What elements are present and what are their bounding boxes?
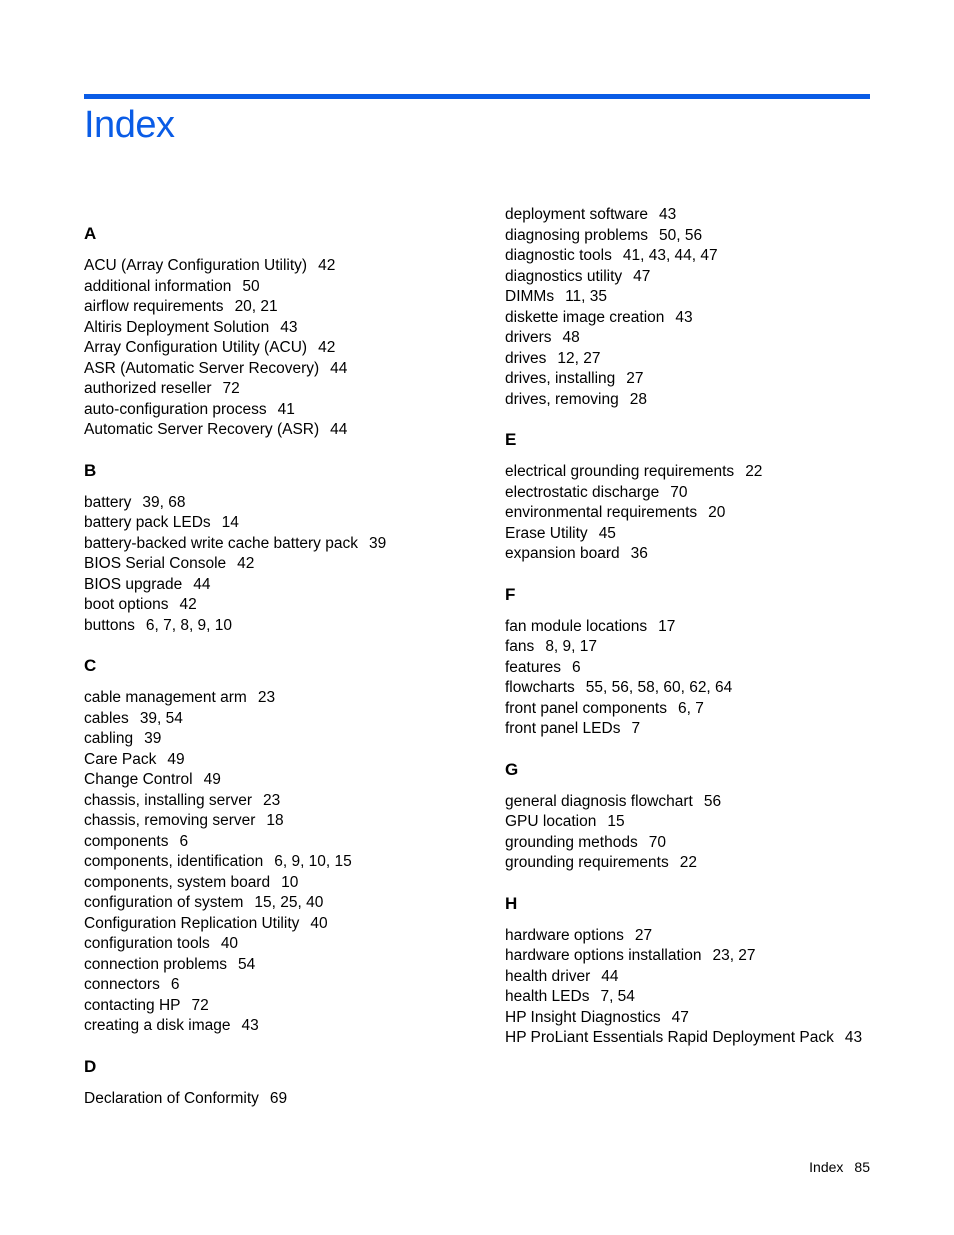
index-entry [505,617,925,638]
index-term: DIMMs [505,288,555,305]
index-page-refs[interactable]: 70 [648,833,666,851]
index-term: front panel LEDs [505,720,621,737]
index-term: ASR (Automatic Server Recovery) [84,359,320,377]
index-term: diagnostic tools [505,247,612,264]
index-page-refs[interactable]: 54 [238,955,256,973]
index-term: battery pack LEDs [84,514,211,531]
index-term: diskette image creation [505,308,665,326]
index-page-refs[interactable]: 39, 54 [139,709,183,727]
index-page-refs[interactable]: 8, 9, 17 [545,638,598,655]
index-page-refs[interactable]: 27 [634,926,653,944]
index-term: contacting HP [84,996,181,1014]
index-entry [84,318,504,339]
index-term: general diagnosis flowchart [505,792,693,810]
index-entry [84,338,504,359]
index-term: chassis, removing server [84,812,256,829]
index-page-refs[interactable]: 40 [220,935,239,952]
index-entry [505,205,925,226]
index-page-refs[interactable]: 43 [241,1017,259,1034]
page-footer [809,1158,870,1176]
footer-label: Index [809,1159,844,1175]
index-entry [505,719,925,740]
index-page-refs[interactable]: 22 [679,854,697,871]
index-page-refs[interactable]: 42 [318,339,336,356]
index-entry [505,246,925,267]
index-entry [84,1089,504,1110]
index-term: Declaration of Conformity [84,1089,259,1107]
index-entry [505,812,925,833]
index-entry [84,554,504,575]
index-term: airflow requirements [84,298,224,315]
index-page-refs[interactable]: 44 [601,967,619,985]
index-entry [505,544,925,565]
index-page-refs[interactable]: 7, 54 [600,988,635,1005]
section-letter: D [84,1056,97,1076]
index-term: drives, removing [505,390,619,408]
index-column-right [505,205,925,1069]
index-page-refs[interactable]: 43 [675,308,693,326]
index-term: Automatic Server Recovery (ASR) [84,421,320,438]
index-term: additional information [84,277,232,295]
index-page-refs[interactable]: 12, 27 [557,349,601,367]
index-term: front panel components [505,699,667,717]
index-entry [84,955,504,976]
index-entry [84,379,504,400]
index-term: features [505,658,562,676]
index-term: BIOS upgrade [84,575,183,593]
index-entry [505,678,925,699]
index-term: creating a disk image [84,1017,231,1034]
index-page-refs[interactable]: 15, 25, 40 [254,894,324,911]
index-page-refs[interactable]: 72 [191,996,209,1014]
index-term: environmental requirements [505,504,698,521]
index-page-refs[interactable]: 22 [745,463,763,480]
index-term: fans [505,638,535,655]
index-term: configuration of system [84,894,244,911]
index-term: components, system board [84,873,271,891]
index-entry [505,503,925,524]
index-entry [84,852,504,873]
index-entry [505,987,925,1008]
index-entry [84,709,504,730]
index-page-refs[interactable]: 50, 56 [659,226,703,244]
index-page-refs[interactable]: 6 [170,976,180,993]
index-entry [84,832,504,853]
index-term: connection problems [84,955,228,973]
index-page-refs[interactable]: 72 [222,380,240,397]
index-entry [84,256,504,277]
index-page-refs[interactable]: 6, 7 [678,699,704,717]
index-term: fan module locations [505,617,648,635]
index-term: diagnostics utility [505,267,623,285]
index-page-refs[interactable]: 6, 9, 10, 15 [274,853,352,870]
index-term: grounding methods [505,833,638,851]
index-term: drives [505,349,547,367]
index-term: GPU location [505,813,597,830]
index-entry [505,967,925,988]
index-term: buttons [84,616,135,634]
index-page-refs[interactable]: 47 [633,267,651,285]
index-entry [84,688,504,709]
index-page-refs[interactable]: 49 [167,750,185,768]
index-term: cabling [84,730,134,747]
index-entry [505,1008,925,1029]
index-entry [505,390,925,411]
index-page-refs[interactable]: 44 [330,359,348,377]
index-entry [84,750,504,771]
index-entry [84,893,504,914]
section-letter: B [84,460,97,480]
index-term: expansion board [505,545,620,562]
index-entry [505,1028,925,1049]
index-page-refs[interactable]: 48 [562,329,580,346]
index-entry [84,359,504,380]
index-page-refs[interactable]: 41, 43, 44, 47 [622,247,718,264]
index-term: authorized reseller [84,380,212,397]
index-section [505,205,925,410]
index-page-refs[interactable]: 17 [658,617,676,635]
section-letter: E [505,430,517,449]
index-entry [84,493,504,514]
index-entry [84,996,504,1017]
index-page-refs[interactable]: 69 [269,1089,288,1107]
index-section [505,894,925,1049]
index-page-refs[interactable]: 7 [631,720,641,737]
index-section [505,760,925,874]
index-page-refs[interactable]: 23 [257,689,276,706]
index-term: cables [84,709,129,727]
index-page-refs[interactable]: 43 [659,206,677,223]
index-page-refs[interactable]: 42 [237,555,255,572]
index-entry [84,616,504,637]
index-entry [84,534,504,555]
title-rule [84,94,870,99]
index-section [84,656,504,1037]
index-page-refs[interactable]: 27 [626,370,644,387]
index-page-refs[interactable]: 20, 21 [234,298,278,315]
index-entry [505,792,925,813]
index-entry [84,934,504,955]
index-entry [505,369,925,390]
index-term: health driver [505,967,591,985]
index-entry [84,575,504,596]
index-page-refs[interactable]: 6 [179,832,189,850]
index-term: grounding requirements [505,854,669,871]
index-term: Change Control [84,771,193,788]
index-term: ACU (Array Configuration Utility) [84,257,308,274]
index-entry [84,277,504,298]
index-column-left [84,224,504,1129]
index-term: boot options [84,596,169,613]
index-section [505,585,925,740]
index-page-refs[interactable]: 23, 27 [712,947,756,964]
index-page-refs[interactable]: 23 [262,791,281,809]
index-entry [84,873,504,894]
index-term: diagnosing problems [505,226,649,244]
index-term: flowcharts [505,679,575,696]
index-entry [84,811,504,832]
index-page-refs[interactable]: 28 [629,390,647,408]
index-page-refs[interactable]: 39 [368,534,387,552]
index-entry [505,699,925,720]
index-page-refs[interactable]: 43 [844,1029,863,1046]
index-entry [84,914,504,935]
index-term: drives, installing [505,370,616,387]
index-term: electrostatic discharge [505,483,660,501]
index-entry [505,483,925,504]
index-page-refs[interactable]: 39 [144,730,162,747]
index-term: hardware options [505,926,624,944]
index-page-refs[interactable]: 42 [179,596,197,613]
index-entry [505,349,925,370]
index-entry [505,287,925,308]
index-term: drivers [505,329,552,346]
index-entry [505,524,925,545]
index-entry [505,308,925,329]
index-term: connectors [84,976,160,993]
index-page-refs[interactable]: 39, 68 [142,493,186,511]
index-entry [84,420,504,441]
index-entry [84,770,504,791]
index-page-refs[interactable]: 70 [670,483,688,501]
index-page-refs[interactable]: 56 [703,792,722,810]
index-entry [505,267,925,288]
index-entry [505,658,925,679]
index-page-refs[interactable]: 47 [671,1008,689,1026]
index-page-refs[interactable]: 49 [203,771,221,788]
index-entry [505,462,925,483]
index-entry [84,400,504,421]
section-letter: A [84,224,97,243]
index-term: health LEDs [505,988,590,1005]
index-term: HP ProLiant Essentials Rapid Deployment Pack [505,1029,834,1046]
index-entry [505,853,925,874]
index-page-refs[interactable]: 6 [572,658,581,676]
index-term: Altiris Deployment Solution [84,318,270,336]
index-term: BIOS Serial Console [84,555,227,572]
index-page-refs[interactable]: 20 [708,504,726,521]
index-term: auto-configuration process [84,400,267,418]
index-page-refs[interactable]: 11, 35 [565,288,608,305]
index-term: configuration tools [84,935,210,952]
footer-page-number: 85 [854,1159,870,1175]
index-section [505,430,925,565]
index-page-refs[interactable]: 10 [281,873,299,891]
index-term: components, identification [84,853,264,870]
index-term: Configuration Replication Utility [84,914,300,932]
index-entry [505,226,925,247]
index-section [84,1057,504,1110]
index-term: hardware options installation [505,947,702,964]
index-entry [505,637,925,658]
index-term: battery-backed write cache battery pack [84,534,358,552]
index-page-refs[interactable]: 44 [193,575,211,593]
index-entry [84,595,504,616]
section-letter: G [505,759,519,779]
index-entry [84,297,504,318]
index-page-refs[interactable]: 36 [630,545,648,562]
index-entry [84,513,504,534]
index-term: chassis, installing server [84,791,252,809]
index-term: deployment software [505,206,649,223]
index-page-refs[interactable]: 50 [242,277,260,295]
index-term: battery [84,493,132,511]
section-letter: H [505,893,518,913]
index-term: Array Configuration Utility (ACU) [84,339,308,356]
page-title: Index [84,104,175,146]
index-page-refs[interactable]: 45 [598,524,616,542]
index-term: components [84,832,169,850]
index-section [84,224,504,441]
index-page-refs[interactable]: 42 [318,257,336,274]
index-page-refs[interactable]: 41 [277,400,295,418]
index-page-refs[interactable]: 40 [310,914,328,932]
index-page-refs[interactable]: 14 [221,514,239,531]
index-entry [84,729,504,750]
index-entry [84,1016,504,1037]
index-entry [505,328,925,349]
index-page-refs[interactable]: 18 [266,812,284,829]
index-term: electrical grounding requirements [505,463,735,480]
index-entry [505,833,925,854]
index-term: HP Insight Diagnostics [505,1008,661,1026]
index-term: Care Pack [84,750,157,768]
index-entry [84,975,504,996]
index-page-refs[interactable]: 44 [330,421,348,438]
index-page-refs[interactable]: 15 [607,813,625,830]
index-term: Erase Utility [505,524,588,542]
index-page-refs[interactable]: 55, 56, 58, 60, 62, 64 [585,679,733,696]
index-entry [505,946,925,967]
index-page-refs[interactable]: 43 [280,318,298,336]
index-term: cable management arm [84,689,247,706]
index-section [84,461,504,637]
section-letter: C [84,656,97,675]
index-entry [84,791,504,812]
index-entry [505,926,925,947]
section-letter: F [505,584,516,604]
index-page-refs[interactable]: 6, 7, 8, 9, 10 [145,616,233,634]
